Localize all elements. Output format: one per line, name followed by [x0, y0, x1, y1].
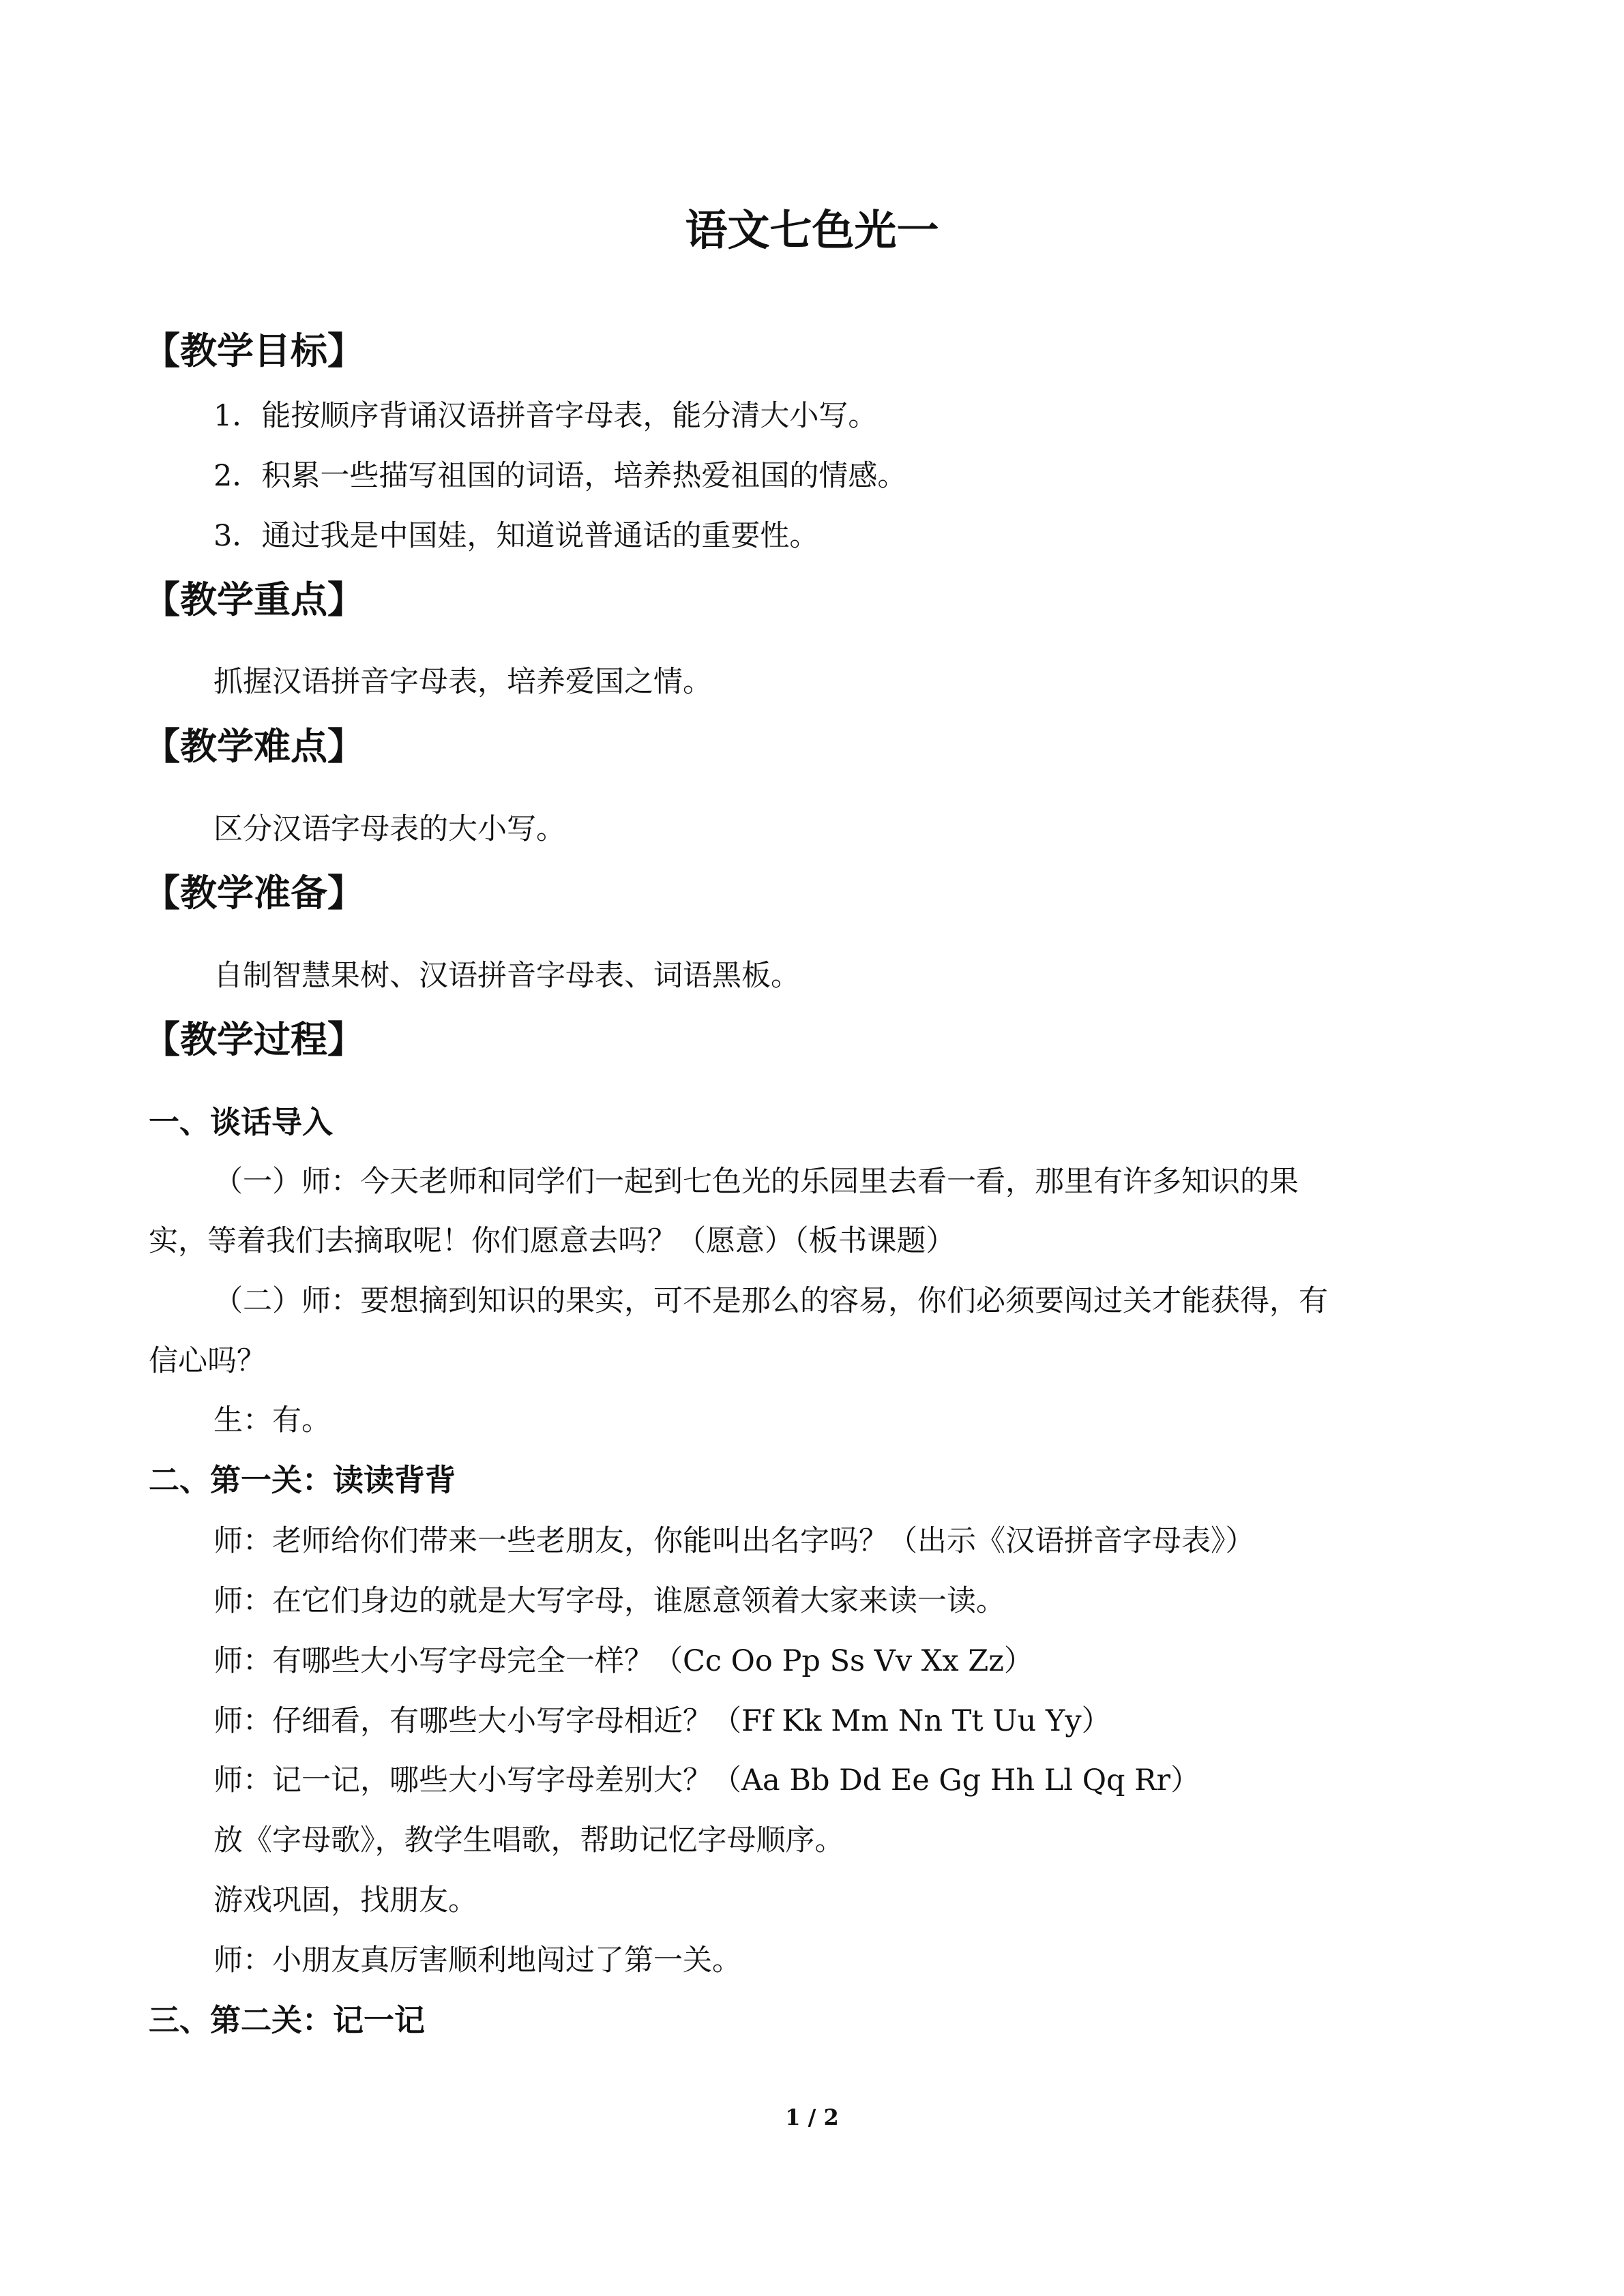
section-2-line-7: 游戏巩固，找朋友。 — [213, 1883, 477, 1918]
objective-item-3: 3．通过我是中国娃，知道说普通话的重要性。 — [213, 519, 819, 553]
section-2-line-5: 师：记一记，哪些大小写字母差别大？（Aa Bb Dd Ee Gg Hh Ll Qq Rr） — [213, 1763, 1200, 1798]
difficulties-heading: 【教学难点】 — [143, 725, 364, 768]
page-number: 1 / 2 — [785, 2104, 839, 2130]
section-1-paragraph-3: 生：有。 — [213, 1403, 331, 1437]
process-heading: 【教学过程】 — [143, 1018, 364, 1061]
section-1-paragraph-1-line-2: 实，等着我们去摘取呢！你们愿意去吗？（愿意）（板书课题） — [149, 1224, 956, 1258]
section-2-line-6: 放《字母歌》，教学生唱歌，帮助记忆字母顺序。 — [213, 1823, 844, 1858]
section-2-line-8: 师：小朋友真厉害顺利地闯过了第一关。 — [213, 1943, 741, 1978]
section-3-title: 三、第二关：记一记 — [149, 2002, 426, 2038]
preparation-heading: 【教学准备】 — [143, 871, 364, 914]
objectives-heading: 【教学目标】 — [143, 329, 364, 372]
key-points-text: 抓握汉语拼音字母表，培养爱国之情。 — [213, 665, 712, 699]
section-1-paragraph-2-line-1: （二）师：要想摘到知识的果实，可不是那么的容易，你们必须要闯过关才能获得，有 — [213, 1284, 1328, 1318]
preparation-text: 自制智慧果树、汉语拼音字母表、词语黑板。 — [213, 959, 800, 993]
section-2-line-1: 师：老师给你们带来一些老朋友，你能叫出名字吗？（出示《汉语拼音字母表》） — [213, 1524, 1255, 1558]
section-2-line-2: 师：在它们身边的就是大写字母，谁愿意领着大家来读一读。 — [213, 1584, 1005, 1618]
section-2-title: 二、第一关：读读背背 — [149, 1462, 456, 1498]
objective-item-1: 1．能按顺序背诵汉语拼音字母表，能分清大小写。 — [213, 399, 878, 433]
section-2-line-3: 师：有哪些大小写字母完全一样？（Cc Oo Pp Ss Vv Xx Zz） — [213, 1644, 1033, 1678]
section-1-paragraph-2-line-2: 信心吗？ — [149, 1344, 266, 1378]
section-1-title: 一、谈话导入 — [149, 1104, 334, 1140]
objective-item-2: 2．积累一些描写祖国的词语，培养热爱祖国的情感。 — [213, 459, 907, 493]
key-points-heading: 【教学重点】 — [143, 578, 364, 621]
section-2-line-4: 师：仔细看，有哪些大小写字母相近？（Ff Kk Mm Nn Tt Uu Yy） — [213, 1704, 1111, 1738]
section-1-paragraph-1-line-1: （一）师：今天老师和同学们一起到七色光的乐园里去看一看，那里有许多知识的果 — [213, 1165, 1299, 1199]
difficulties-text: 区分汉语字母表的大小写。 — [213, 812, 565, 846]
page-title: 语文七色光一 — [685, 205, 939, 255]
